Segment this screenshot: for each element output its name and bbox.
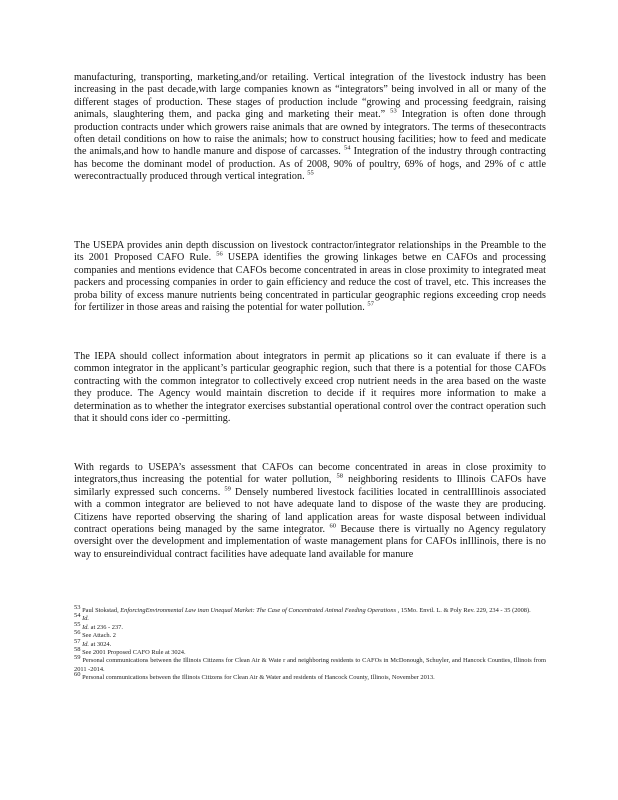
footnote-number: 54	[74, 612, 81, 620]
text-run: See 2001 Proposed CAFO Rule at 3024.	[82, 649, 186, 657]
text-run: The IEPA should collect information about integrators in permit ap plications so it can evaluate if there is a common integrator in the applicant’s particular geographic region, such that there is a potential for those CAFOs contracting with the common integrator to collectively exceed crop nutrient needs in the area based on the waste they produce. The Agency would maintain discretion to decide if it requires more information to make a determination as to whether the integrator exercises substantial operational control over the contract operation such that it should cons ider co -permitting.	[74, 351, 546, 425]
footnote-ref: 57	[367, 300, 374, 308]
text-run: See Attach. 2	[82, 632, 117, 640]
text-run: Densely numbered livestock facilities located in centralIllinois associated with a common integrator are believed to not have adequate land to dispose of the waste they are producing. Citizens have reported observing the sharing of land application areas for waste disposal between individual contract operations being managed by the same integrator.	[74, 486, 546, 536]
text-run: Integration of the industry through contracting has become the dominant model of production. As of 2008, 90% of poultry, 69% of hogs, and 29% of c attle werecontractually produced through vertical integration.	[74, 146, 546, 183]
footnote-item	[74, 612, 546, 623]
italic-text: Id.	[82, 615, 90, 623]
footnotes-section	[74, 603, 546, 683]
text-run: Personal communications between the Illinois Citizens for Clean Air & Wate r and neighboring residents to CAFOs in McDonough, Schuyler, and Hancock Counties, Illinois from 2011 -2014.	[74, 657, 546, 673]
text-run: at 236 - 237.	[89, 623, 123, 631]
paragraph-text	[74, 240, 546, 314]
body-paragraph-2	[74, 240, 546, 314]
footnote-ref: 54	[343, 145, 351, 153]
footnote-number: 57	[74, 637, 81, 645]
italic-text: EnforcingEnvironmental Law inan Unequal Market: The Case of Concentrated Animal Feeding Operations	[120, 607, 397, 614]
body-paragraph-3	[74, 351, 546, 425]
text-run: manufacturing, transporting, marketing,and/or retailing. Vertical integration of the livestock industry has been increasing in the past decade,with large companies known as “integrators” being involved in all or many of the different stages of production. These stages of production include “growing and processing feedgrain, raising animals, slaughtering them, and packa ging and marketing their meat.”	[74, 72, 546, 121]
footnote-item	[74, 671, 546, 682]
footnote-number: 58	[74, 645, 81, 653]
footnote-number: 60	[74, 671, 81, 679]
body-paragraph-4	[74, 462, 546, 561]
footnote-number: 55	[74, 620, 81, 628]
footnote-item	[74, 620, 546, 632]
footnote-ref: 56	[216, 251, 223, 259]
paragraph-text	[74, 351, 546, 425]
footnote-ref: 53	[390, 107, 397, 115]
text-run: Because there is virtually no Agency regulatory oversight over the development and implementation of waste management plans for CAFOs inIllinois, there is no way to ensureindividual contract facilities have adequate land available for manure	[74, 524, 546, 560]
footnote-ref: 60	[329, 522, 337, 530]
paragraph-text	[74, 462, 546, 561]
italic-text: Id.	[82, 623, 90, 631]
footnote-item	[74, 637, 546, 649]
footnote-ref: 55	[307, 169, 314, 177]
footnote-number: 59	[74, 654, 81, 662]
footnote-number: 53	[74, 603, 81, 611]
text-run: neighboring residents to Illinois CAFOs have similarly expressed such concerns.	[74, 474, 546, 498]
footnote-item	[74, 654, 546, 674]
footnote-ref: 59	[224, 485, 231, 493]
footnote-item	[74, 603, 546, 615]
footnote-number: 56	[74, 629, 81, 637]
body-paragraph-1	[74, 72, 546, 184]
text-run: Paul Stokstad,	[82, 607, 121, 614]
paragraph-text	[74, 72, 546, 184]
text-run: USEPA identifies the growing linkages betwe en CAFOs and processing companies and mentions evidence that CAFOs become concentrated in areas in close proximity to integrated meat packers and processing companies in order to gain efficiency and reduce the cost of travel, etc. This increases the proba bility of excess manure nutrients being concentrated in particular geographic regions exceeding crop needs for fertilizer in those areas and raising the potential for water pollution.	[74, 252, 546, 314]
text-run: Personal communications between the Illinois Citizens for Clean Air & Water and residents of Hancock County, Illinois, November 2013.	[82, 674, 435, 682]
text-run: With regards to USEPA’s assessment that CAFOs can become concentrated in areas in close proximity to integrators,thus increasing the potential for water pollution,	[74, 462, 546, 486]
text-run: Integration is often done through production contracts under which growers raise animals that are owned by integrators. The terms of thesecontracts often detail conditions on how to raise the animals; how to construct housing facilities; how to feed and medicate the animals,and how to handle manure and dispose of carcasses.	[74, 109, 546, 158]
text-run: , 15Mo. Envtl. L. & Poly Rev. 229, 234 - 35 (2008).	[396, 607, 531, 614]
italic-text: Id.	[82, 640, 90, 648]
footnote-ref: 58	[336, 473, 344, 481]
text-run: at 3024.	[89, 640, 112, 648]
footnote-item	[74, 629, 546, 640]
text-run: The USEPA provides anin depth discussion on livestock contractor/integrator relationships in the Preamble to the its 2001 Proposed CAFO Rule.	[74, 240, 546, 264]
